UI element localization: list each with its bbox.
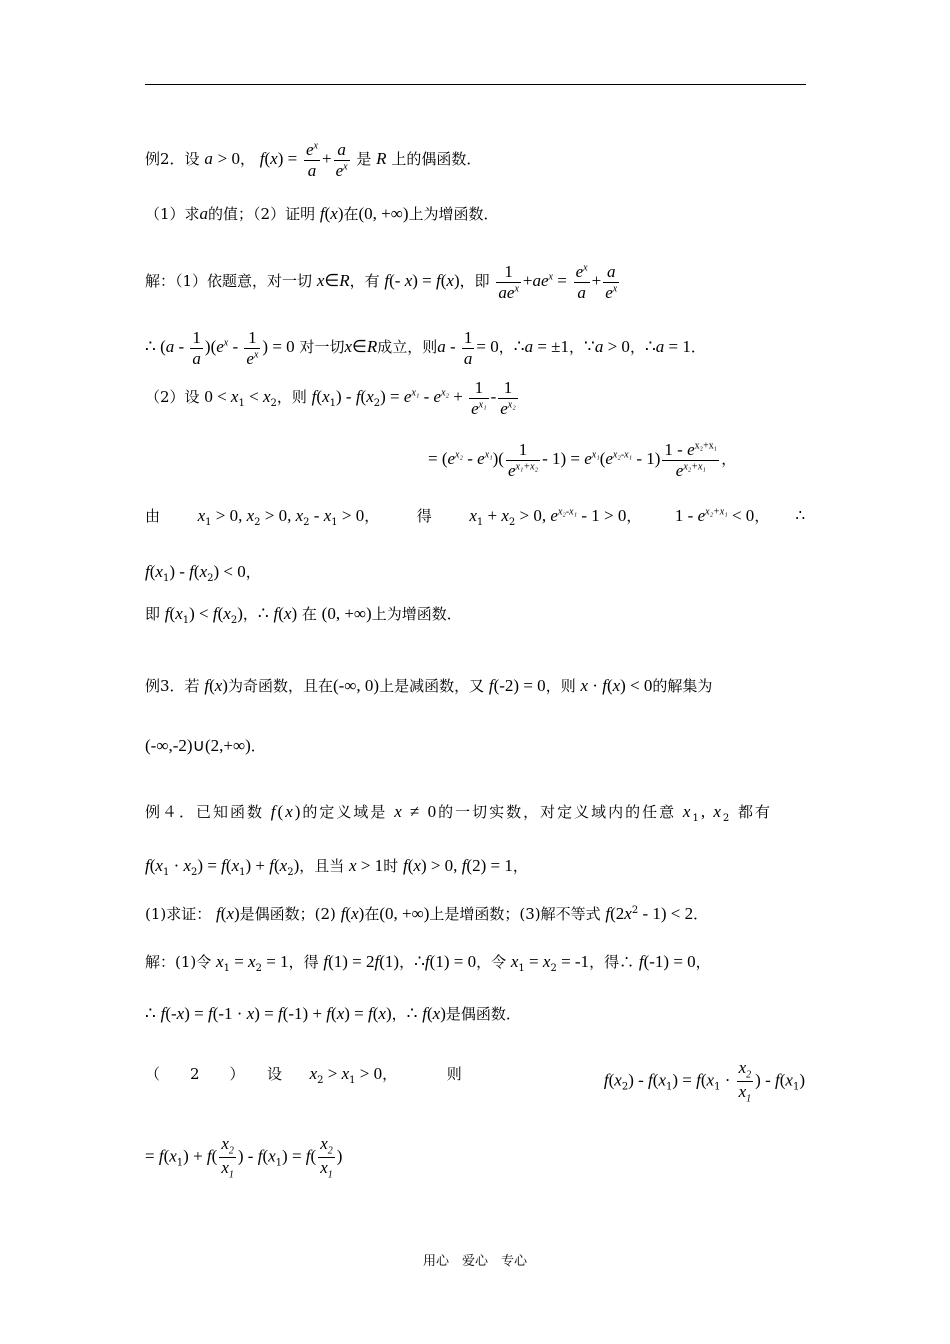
ex2-therefore: ∴ (a - $\frac{1}{a}$ )($e^x$ - $\frac{1}{e^x}$ ) = 0 对一切x∈R成立，则a - $\frac{1}{a}$ = 0，∴a = ±1，∵a > 0，∴a = 1． bbox=[145, 328, 706, 368]
ex2-solution-2: （2）设 $0 < x_1 < x_2$，则 $f(x_1) - f(x_2) = e^{x_1} - e^{x_2}$ + $\frac{1}{e^{x_1}}$ - $\frac{1}{e^{x_2}}$ bbox=[145, 378, 516, 418]
ex4-even-proof: ∴ f(-x) = f(-1 · x) = f(-1) + f(x) = f(x)，∴ f(x)是偶函数． bbox=[145, 1004, 521, 1023]
page-footer: 用心 爱心 专心 bbox=[422, 1254, 527, 1269]
ex3-statement: 例3．若 f(x)为奇函数，且在(-∞, 0)上是减函数，又 f(-2) = 0，则 x · f(x) < 0的解集为 bbox=[145, 676, 713, 695]
header-rule bbox=[145, 84, 806, 85]
ex4-part2-cont: = $f(x_1) + f$( $\frac{x_2}{x_1}$ ) - $f(x_1) = f$( $\frac{x_2}{x_1}$ ) bbox=[145, 1134, 343, 1181]
ex2-statement: 例2．设 a > 0， f(x) = $\frac{e^x}{a}$ + $\frac{a}{e^x}$ 是 R 上的偶函数． bbox=[145, 140, 482, 180]
ex4-questions: (1)求证： f(x)是偶函数；(2) f(x)在(0, +∞)上是增函数；(3)解不等式 $f(2x^2 - 1) < 2$． bbox=[145, 904, 709, 923]
ex4-part2: （ 2 ） 设 $x_2 > x_1 > 0$， 则 $f(x_2) - f(x_1) = f(x_1$ · $\frac{x_2}{x_1}$ ) - $f(x_1)$ bbox=[145, 1058, 805, 1105]
ex3-answer: (-∞,-2)∪(2,+∞)． bbox=[145, 736, 266, 755]
ex2-conclusion: 即 $f(x_1) < f(x_2)$，∴ f(x) 在 (0, +∞)上为增函数． bbox=[145, 604, 462, 626]
ex4-solution-1: 解：(1)令 $x_1 = x_2 = 1$，得 f(1) = 2f(1)，∴f(1) = 0，令 $x_1 = x_2 = -1$，得∴ f(-1) = 0， bbox=[145, 952, 711, 974]
ex2-solution-2-cont: = $(e^{x_2} - e^{x_1})$( $\frac{1}{e^{x_1+x_2}}$ - $1) = e^{x_1}(e^{x_2-x_1} - 1)$ $\frac{1 - e^{x_2+x_1}}{e^{x_2+x_1}}$ ， bbox=[428, 440, 737, 480]
ex2-solution-1: 解：（1）依题意，对一切 x∈R，有 f(- x) = f(x)，即 $\frac{1}{ae^x}$ $+ae^x$ = $\frac{e^x}{a}$ + $\frac{a}{e^x}$ bbox=[145, 262, 618, 302]
ex4-condition: $f(x_1 \cdot x_2) = f(x_1) + f(x_2)$，且当 x > 1时 f(x) > 0, f(2) = 1， bbox=[145, 856, 528, 878]
ex2-result: $f(x_1) - f(x_2) < 0$， bbox=[145, 562, 261, 584]
ex4-statement: 例４．已知函数 f(x)的定义域是 x ≠ 0的一切实数，对定义域内的任意 $x_1$, $x_2$ 都有 bbox=[145, 802, 773, 824]
ex2-questions: （1）求a的值；（2）证明 f(x)在(0, +∞)上为增函数． bbox=[145, 204, 499, 223]
ex2-conditions: 由 $x_1 > 0$, $x_2 > 0$, $x_2 - x_1 > 0$， 得 $x_1 + x_2 > 0$, $e^{x_2-x_1} - 1 > 0$， $1 - e^{x_2+x_1} < 0$， ∴ bbox=[145, 506, 805, 528]
